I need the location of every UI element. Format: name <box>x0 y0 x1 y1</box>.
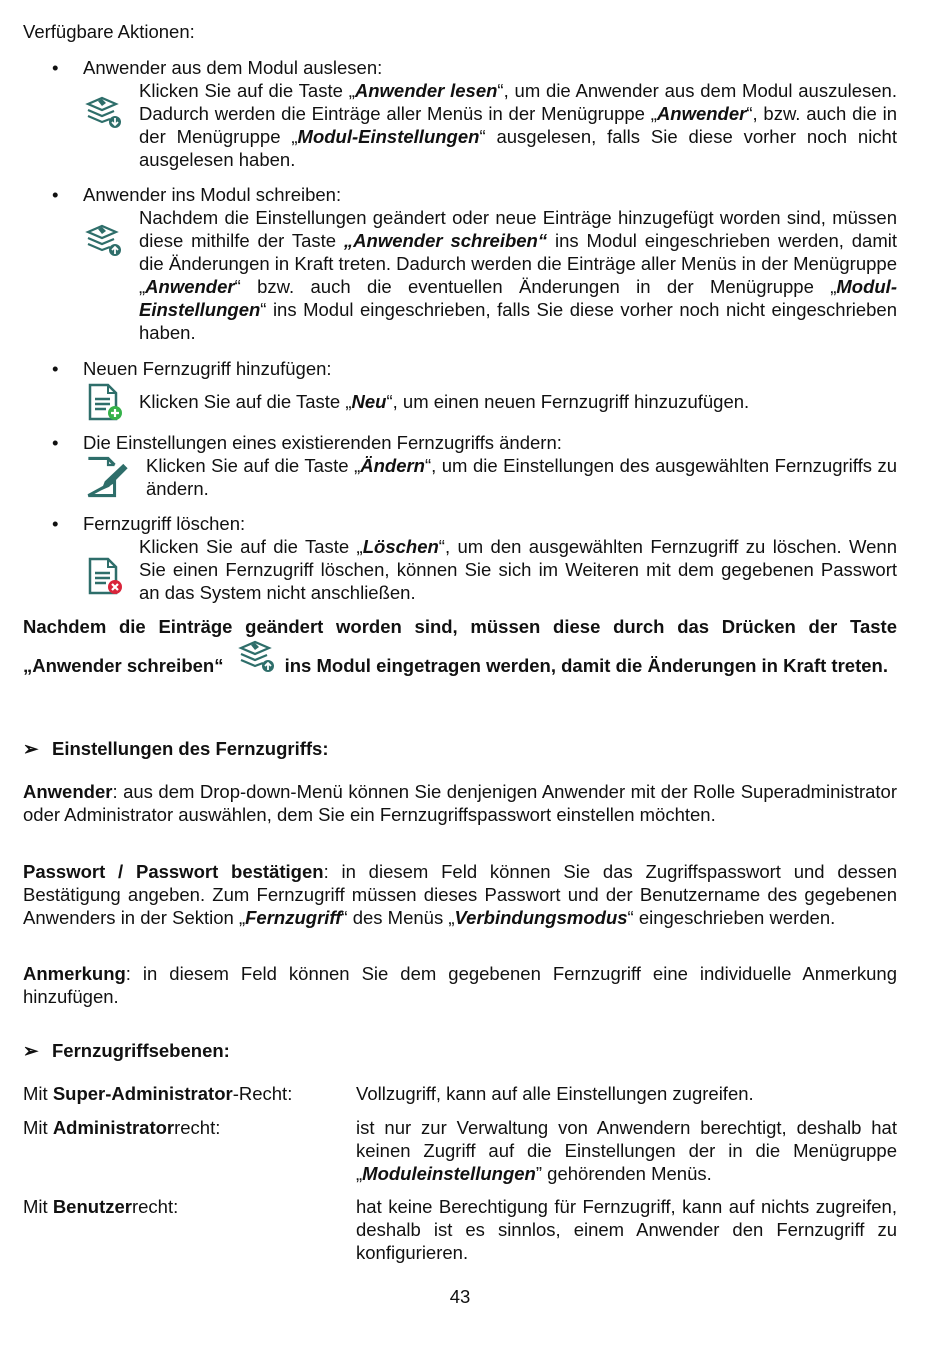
level-label: Mit Administratorrecht: <box>23 1117 221 1138</box>
paragraph-anwender: Anwender: aus dem Drop-down-Menü können Sie denjenigen Anwender mit der Rolle Superadministrator oder Administrator auswählen, dem Sie ein Fernzugriffspasswort einstellen möchten. <box>23 781 897 825</box>
paragraph-anmerkung: Anmerkung: in diesem Feld können Sie dem gegebenen Fernzugriff eine individuelle Anmerkung hinzufügen. <box>23 963 897 1007</box>
bullet: • <box>52 184 59 205</box>
section-heading: Fernzugriffsebenen: <box>52 1040 230 1061</box>
users-write-icon <box>84 222 124 262</box>
action-title: Die Einstellungen eines existierenden Fernzugriffs ändern: <box>83 432 562 453</box>
bullet: • <box>52 57 59 78</box>
document-add-icon <box>84 382 124 422</box>
action-description: Klicken Sie auf die Taste „Anwender lesen“, um die Anwender aus dem Modul auszulesen. Dadurch werden die Einträge aller Menüs in der Menügruppe „Anwender“, bzw. auch die in der Menügruppe „Modul-Einstellungen“ ausgelesen, falls Sie diese vorher noch nicht ausgelesen haben. <box>139 80 897 170</box>
level-description: Vollzugriff, kann auf alle Einstellungen zugreifen. <box>356 1083 754 1104</box>
note-text: Nachdem die Einträge geändert worden sind, müssen diese durch das Drücken der Taste „Anwender schreiben“ ins Modul eingetragen werden, damit die Änderungen in Kraft treten. <box>23 616 897 676</box>
action-description: Klicken Sie auf die Taste „Ändern“, um die Einstellungen des ausgewählten Fernzugriffs zu ändern. <box>146 455 897 499</box>
action-title: Anwender aus dem Modul auslesen: <box>83 57 383 78</box>
page-number: 43 <box>449 1286 471 1307</box>
level-label: Mit Benutzerrecht: <box>23 1196 179 1217</box>
action-title: Anwender ins Modul schreiben: <box>83 184 342 205</box>
users-read-icon <box>84 94 124 134</box>
action-title: Fernzugriff löschen: <box>83 513 246 534</box>
action-description: Nachdem die Einstellungen geändert oder neue Einträge hinzugefügt worden sind, müssen diese mithilfe der Taste „Anwender schreiben“ ins Modul eingeschrieben werden, damit die Änderungen in Kraft treten. Dadurch werden die Einträge aller Menüs in der Menügruppe „Anwender“ bzw. auch die eventuellen Änderungen in der Menügruppe „Modul-Einstellungen“ ins Modul eingeschrieben, falls Sie diese vorher noch nicht eingeschrieben haben. <box>139 207 897 343</box>
document-edit-icon <box>84 455 132 499</box>
action-description: Klicken Sie auf die Taste „Löschen“, um den ausgewählten Fernzugriff zu löschen. Wenn Sie einen Fernzugriff löschen, können Sie sich im Weiteren mit dem gegebenen Passwort an das System nicht anschließen. <box>139 536 897 603</box>
intro-text: Verfügbare Aktionen: <box>23 21 195 42</box>
arrow-bullet-icon: ➢ <box>23 1040 39 1061</box>
bullet: • <box>52 358 59 379</box>
section-heading: Einstellungen des Fernzugriffs: <box>52 738 329 759</box>
paragraph-passwort: Passwort / Passwort bestätigen: in diesem Feld können Sie das Zugriffspasswort und dessen Bestätigung angeben. Zum Fernzugriff müssen dieses Passwort und der Benutzername des gegebenen Anwenders in der Sektion „Fernzugriff“ des Menüs „Verbindungsmodus“ eingeschrieben werden. <box>23 861 898 928</box>
level-description: ist nur zur Verwaltung von Anwendern berechtigt, deshalb hat keinen Zugriff auf die Einstellungen der in die Menügruppe „Moduleinstellungen” gehörenden Menüs. <box>356 1117 897 1184</box>
level-description: hat keine Berechtigung für Fernzugriff, kann auf nichts zugreifen, deshalb ist es sinnlos, einem Anwender den Fernzugriff zu konfigurieren. <box>356 1196 897 1263</box>
bullet: • <box>52 513 59 534</box>
action-title: Neuen Fernzugriff hinzufügen: <box>83 358 332 379</box>
level-label: Mit Super-Administrator-Recht: <box>23 1083 293 1104</box>
document-delete-icon <box>84 556 124 596</box>
action-description: Klicken Sie auf die Taste „Neu“, um einen neuen Fernzugriff hinzuzufügen. <box>139 391 750 412</box>
users-write-icon <box>235 638 279 678</box>
bullet: • <box>52 432 59 453</box>
arrow-bullet-icon: ➢ <box>23 738 39 759</box>
